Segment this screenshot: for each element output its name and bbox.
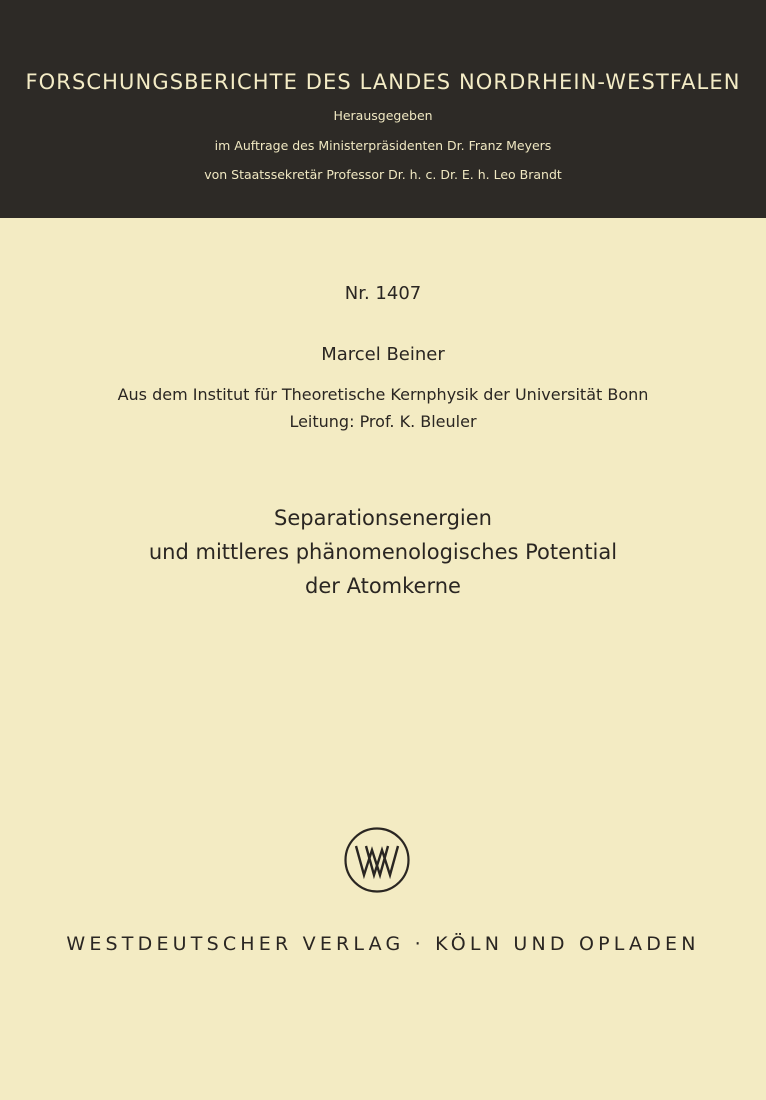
- publisher-logo-icon: [343, 826, 411, 894]
- title-line: Separationsenergien: [274, 506, 492, 530]
- report-number: Nr. 1407: [344, 283, 422, 304]
- title-line: und mittleres phänomenologisches Potential: [148, 540, 618, 564]
- institute-line: Aus dem Institut für Theoretische Kernphysik der Universität Bonn: [117, 385, 649, 404]
- header-editor-line: Herausgegeben: [333, 108, 433, 123]
- header-band: [0, 0, 766, 218]
- header-secretary-line: von Staatssekretär Professor Dr. h. c. Dr. E. h. Leo Brandt: [204, 167, 562, 182]
- author-name: Marcel Beiner: [321, 344, 445, 365]
- series-title: FORSCHUNGSBERICHTE DES LANDES NORDRHEIN-WESTFALEN: [25, 70, 741, 94]
- book-title: [0, 501, 766, 603]
- leitung-line: Leitung: Prof. K. Bleuler: [289, 412, 477, 431]
- publisher-imprint: WESTDEUTSCHER VERLAG · KÖLN UND OPLADEN: [66, 933, 700, 955]
- header-commission-line: im Auftrage des Ministerpräsidenten Dr. Franz Meyers: [214, 138, 552, 153]
- title-line: der Atomkerne: [305, 574, 461, 598]
